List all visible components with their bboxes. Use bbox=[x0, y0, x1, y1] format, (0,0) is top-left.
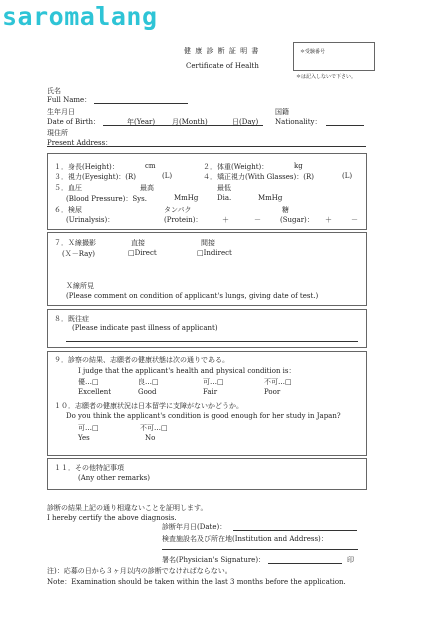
no-checkbox[interactable]: 不可…□ bbox=[140, 424, 168, 432]
dob-day: 日(Day) bbox=[232, 118, 259, 126]
result-label-en: I judge that the applicant's health and physical condition is： bbox=[78, 367, 296, 375]
protein-negative[interactable]: － bbox=[254, 216, 261, 224]
office-use-note: ＊は記入しないで下さい。 bbox=[296, 74, 357, 80]
result-label-jp: ９．診察の結果、志願者の健康状態は次の通りである。 bbox=[54, 356, 229, 364]
excellent-label: Excellent bbox=[78, 388, 112, 396]
dob-month: 月(Month) bbox=[172, 118, 208, 126]
xray-direct-checkbox[interactable]: □Direct bbox=[128, 249, 157, 257]
bp-sys-unit: MmHg bbox=[174, 194, 199, 202]
eyesight-label: ３．視力(Eyesight)：(R) bbox=[54, 173, 137, 181]
certify-text-en: I hereby certify the above diagnosis. bbox=[47, 514, 177, 522]
bp-dia-unit: MmHg bbox=[258, 194, 283, 202]
watermark: saromalang bbox=[2, 2, 158, 31]
urinalysis-label-jp: ６．検尿 bbox=[54, 206, 82, 214]
xray-direct-jp: 直接 bbox=[131, 239, 145, 247]
date-field[interactable] bbox=[233, 530, 357, 531]
address-label-en: Present Address： bbox=[47, 139, 113, 147]
date-label: 診断年月日(Date)： bbox=[162, 523, 227, 531]
poor-checkbox[interactable]: 不可…□ bbox=[264, 378, 292, 386]
address-label-jp: 現住所 bbox=[47, 129, 68, 137]
past-illness-label-en: (Please indicate past illness of applicant) bbox=[72, 324, 218, 332]
fair-label: Fair bbox=[203, 388, 218, 396]
signature-label: 署名(Physician's Signature)： bbox=[162, 556, 266, 564]
weight-unit: kg bbox=[294, 162, 303, 170]
exam-number-box bbox=[293, 42, 375, 71]
address-field[interactable] bbox=[47, 146, 366, 147]
height-label: １．身長(Height)： bbox=[54, 163, 119, 171]
xray-indirect-checkbox[interactable]: □Indirect bbox=[197, 249, 232, 257]
remarks-label-jp: １１．その他特記事項 bbox=[54, 464, 124, 472]
institution-label: 検査施設名及び所在地(Institution and Address)： bbox=[162, 535, 328, 543]
nationality-field[interactable] bbox=[326, 125, 364, 126]
dob-label-jp: 生年月日 bbox=[47, 108, 75, 116]
validity-note-jp: 注)：応募の日から３ヶ月以内の診断でなければならない。 bbox=[47, 567, 232, 575]
corrected-eyesight-left: (L) bbox=[342, 172, 353, 180]
remarks-label-en: (Any other remarks) bbox=[78, 474, 150, 482]
exam-number-label: ＊受験番号 bbox=[300, 49, 326, 55]
validity-note-en: Note：Examination should be taken within the last 3 months before the application. bbox=[47, 578, 346, 586]
weight-label: ２．体重(Weight)： bbox=[203, 163, 269, 171]
certify-text-jp: 診断の結果上記の通り相違ないことを証明します。 bbox=[47, 504, 208, 512]
poor-label: Poor bbox=[264, 388, 281, 396]
nationality-label-jp: 国籍 bbox=[275, 108, 289, 116]
xray-findings-en: (Please comment on condition of applicant's lungs, giving date of test.) bbox=[66, 292, 319, 300]
name-field[interactable] bbox=[94, 103, 188, 104]
xray-label-jp: ７．Ｘ線撮影 bbox=[54, 239, 96, 247]
nationality-label-en: Nationality： bbox=[275, 118, 322, 126]
eyesight-left: (L) bbox=[162, 172, 173, 180]
yes-checkbox[interactable]: 可…□ bbox=[78, 424, 99, 432]
bp-dia-label: Dia. bbox=[217, 194, 232, 202]
xray-indirect-jp: 間接 bbox=[201, 239, 215, 247]
xray-label-en: (Ｘ－Ray) bbox=[62, 250, 96, 258]
bp-max-label: 最高 bbox=[140, 184, 154, 192]
dob-label-en: Date of Birth： bbox=[47, 118, 101, 126]
good-label: Good bbox=[138, 388, 157, 396]
urinalysis-label-en: (Urinalysis)： bbox=[66, 216, 115, 224]
sugar-negative[interactable]: － bbox=[351, 216, 358, 224]
protein-positive[interactable]: ＋ bbox=[222, 216, 229, 224]
fair-checkbox[interactable]: 可…□ bbox=[203, 378, 224, 386]
q10-label-en: Do you think the applicant's condition is good enough for her study in Japan? bbox=[66, 412, 341, 420]
dob-year: 年(Year) bbox=[127, 118, 156, 126]
blood-pressure-label-jp: ５．血圧 bbox=[54, 184, 82, 192]
sugar-label-jp: 糖 bbox=[282, 206, 289, 214]
sugar-label-en: (Sugar)： bbox=[280, 216, 314, 224]
sugar-positive[interactable]: ＋ bbox=[325, 216, 332, 224]
name-label-en: Full Name： bbox=[47, 96, 92, 104]
protein-label-en: (Protein)： bbox=[164, 216, 203, 224]
seal-mark: 印 bbox=[347, 556, 354, 564]
title-english: Certificate of Health bbox=[186, 62, 259, 70]
height-unit: cm bbox=[145, 162, 156, 170]
good-checkbox[interactable]: 良…□ bbox=[138, 378, 159, 386]
corrected-eyesight-label: ４．矯正視力(With Glasses)：(R) bbox=[203, 173, 314, 181]
protein-label-jp: タンパク bbox=[164, 206, 192, 214]
signature-field[interactable] bbox=[268, 563, 342, 564]
excellent-checkbox[interactable]: 優…□ bbox=[78, 378, 99, 386]
past-illness-field[interactable] bbox=[66, 341, 358, 342]
institution-field[interactable] bbox=[162, 549, 358, 550]
name-label-jp: 氏名 bbox=[47, 87, 61, 95]
xray-findings-jp: Ｘ線所見 bbox=[66, 282, 94, 290]
q10-label-jp: １０．志願者の健康状況は日本留学に支障がないかどうか。 bbox=[54, 402, 243, 410]
no-label: No bbox=[145, 434, 156, 442]
past-illness-label-jp: ８．既往症 bbox=[54, 315, 89, 323]
title-japanese: 健 康 診 断 証 明 書 bbox=[184, 47, 260, 55]
bp-min-label: 最低 bbox=[217, 184, 231, 192]
blood-pressure-label-en: (Blood Pressure)：Sys. bbox=[66, 195, 147, 203]
yes-label: Yes bbox=[78, 434, 90, 442]
